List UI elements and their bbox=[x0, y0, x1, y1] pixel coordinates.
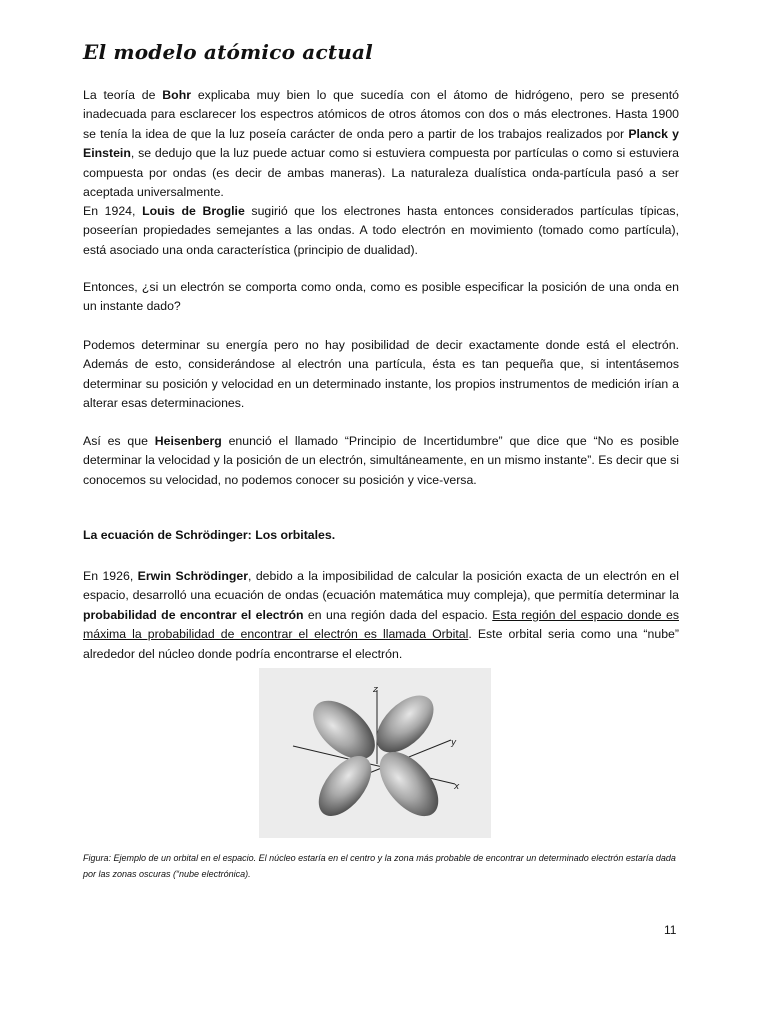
paragraph-de-broglie bbox=[83, 202, 679, 260]
paragraph-energy bbox=[83, 336, 679, 414]
text-run: sugirió que los electrones hasta entonces considerados partículas típicas, poseerían propiedades semejantes a las ondas. A todo electrón en movimiento (tomado como partícula), está asociado una onda característica (principio de dualidad). bbox=[83, 204, 679, 257]
page-number: 11 bbox=[664, 923, 677, 937]
bold-term: Bohr bbox=[162, 88, 191, 102]
axis-label-x: x bbox=[454, 782, 460, 792]
text-run: Así es que bbox=[83, 434, 155, 448]
figure-caption: Figura: Ejemplo de un orbital en el espacio. El núcleo estaría en el centro y la zona más probable de encontrar un determinado electrón estaría dada por las zonas oscuras (“nube electrónica). bbox=[83, 853, 676, 879]
text-run: , se dedujo que la luz puede actuar como si estuviera compuesta por partículas o como si estuviera compuesta por ondas (es decir de ambas maneras). La naturaleza dualística onda-partícula pasó a ser aceptada universalmente. bbox=[83, 146, 679, 200]
underlined-definition: Esta región del espacio donde es máxima la probabilidad de encontrar el electrón es llamada Orbital bbox=[83, 607, 679, 642]
text-run: La teoría de bbox=[83, 88, 163, 102]
text-run: En 1926, bbox=[83, 569, 138, 583]
bold-term: Erwin Schrödinger bbox=[137, 569, 248, 583]
text-run: enunció el llamado “Principio de Incertidumbre” que dice que “No es posible determinar la velocidad y la posición de un electrón, simultáneamente, en un mismo instante”. Es decir que si conocemos su velocidad, no podemos conocer su posición y vice-versa. bbox=[83, 434, 679, 487]
bold-term: Heisenberg bbox=[154, 434, 222, 448]
text-run: explicaba muy bien lo que sucedía con el átomo de hidrógeno, pero se presentó inadecuada para esclarecer los espectros atómicos de otros átomos con dos o más electrones. Hasta 1900 se tenía la idea de que la luz poseía carácter de onda pero a partir de los trabajos realizados por bbox=[83, 88, 679, 141]
text-run: En 1924, bbox=[83, 204, 143, 218]
axis-label-y: y bbox=[451, 738, 457, 748]
bold-term: Planck y Einstein bbox=[83, 126, 680, 161]
axis-label-z: z bbox=[373, 685, 378, 695]
orbital-lobes bbox=[302, 685, 449, 826]
text-run: , debido a la imposibilidad de calcular la posición exacta de un electrón en el espacio, desarrolló una ecuación de ondas (ecuación matemática muy compleja), que permitía determinar la bbox=[83, 569, 679, 603]
paragraph-question bbox=[83, 278, 679, 317]
bold-term: probabilidad de encontrar el electrón bbox=[83, 607, 304, 622]
text-run: Podemos determinar su energía pero no hay posibilidad de decir exactamente donde está el electrón. Además de esto, considerándose al electrón una partícula, ésta es tan pequeña que, si intentásemos determinar su posición y velocidad en un determinado instante, los propios instrumentos de medición irían a alterar esas determinaciones. bbox=[83, 338, 679, 411]
paragraph-heisenberg bbox=[83, 432, 679, 490]
orbital-figure bbox=[259, 668, 491, 838]
orbital-illustration bbox=[259, 668, 491, 838]
section-heading-schrodinger: La ecuación de Schrödinger: Los orbitales. bbox=[83, 528, 336, 542]
text-run: Entonces, ¿si un electrón se comporta como onda, como es posible especificar la posición de una onda en un instante dado? bbox=[83, 280, 679, 314]
paragraph-schrodinger bbox=[83, 567, 679, 664]
lobe-upper-right bbox=[366, 685, 444, 763]
bold-term: Louis de Broglie bbox=[142, 204, 245, 218]
text-run: en una región dada del espacio. bbox=[303, 607, 493, 622]
page-title: El modelo atómico actual bbox=[83, 40, 373, 64]
lobe-lower-right bbox=[368, 741, 449, 826]
paragraph-bohr bbox=[83, 86, 679, 202]
text-run: . Este orbital seria como una “nube” alrededor del núcleo donde podría encontrarse el electrón. bbox=[83, 627, 679, 661]
